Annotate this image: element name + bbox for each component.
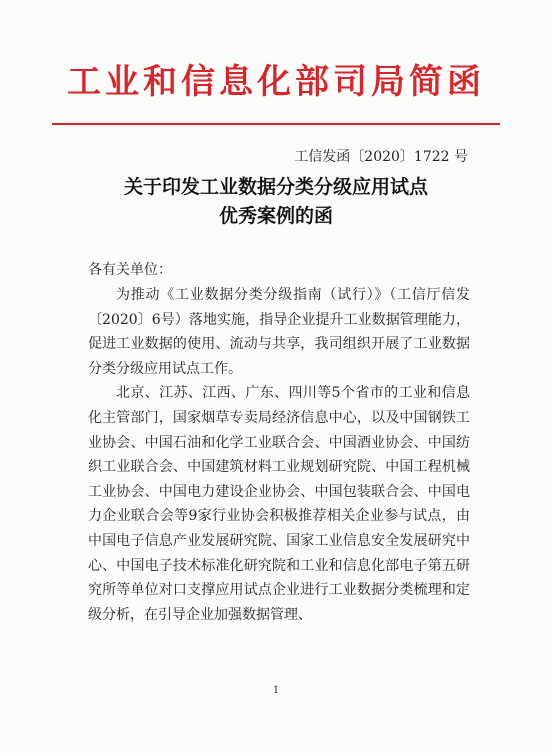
red-divider xyxy=(52,123,500,125)
salutation: 各有关单位： xyxy=(88,262,172,278)
document-number: 工信发函〔2020〕1722 号 xyxy=(294,149,468,165)
paragraph-1: 为推动《工业数据分类分级指南（试行）》（工信厅信发〔2020〕6号）落地实施，指导企业提升工业数据管理能力，促进工业数据的使用、流动与共享，我司组织开展了工业数据分类分级应用试点工作。 xyxy=(88,287,470,377)
page-number: 1 xyxy=(272,685,280,696)
document-title-line-2: 优秀案例的函 xyxy=(218,205,333,227)
body-text xyxy=(88,283,470,627)
document-title-line-1: 关于印发工业数据分类分级应用试点 xyxy=(123,176,428,198)
paragraph-2: 北京、江苏、江西、广东、四川等5个省市的工业和信息化主管部门，国家烟草专卖局经济信息中心，以及中国钢铁工业协会、中国石油和化学工业联合会、中国酒业协会、中国纺织工业联合会、中国建筑材料工业规划研究院、中国工程机械工业协会、中国电力建设企业协会、中国包装联合会、中国电力企业联合会等9家行业协会积极推荐相关企业参与试点，由中国电子信息产业发展研究院、国家工业信息安全发展研究中心、中国电子技术标准化研究院和工业和信息化部电子第五研究所等单位对口支撑应用试点企业进行工业数据分类梳理和定级分析，在引导企业加强数据管理、 xyxy=(88,385,470,623)
letterhead: 工业和信息化部司局简函 xyxy=(67,62,485,102)
